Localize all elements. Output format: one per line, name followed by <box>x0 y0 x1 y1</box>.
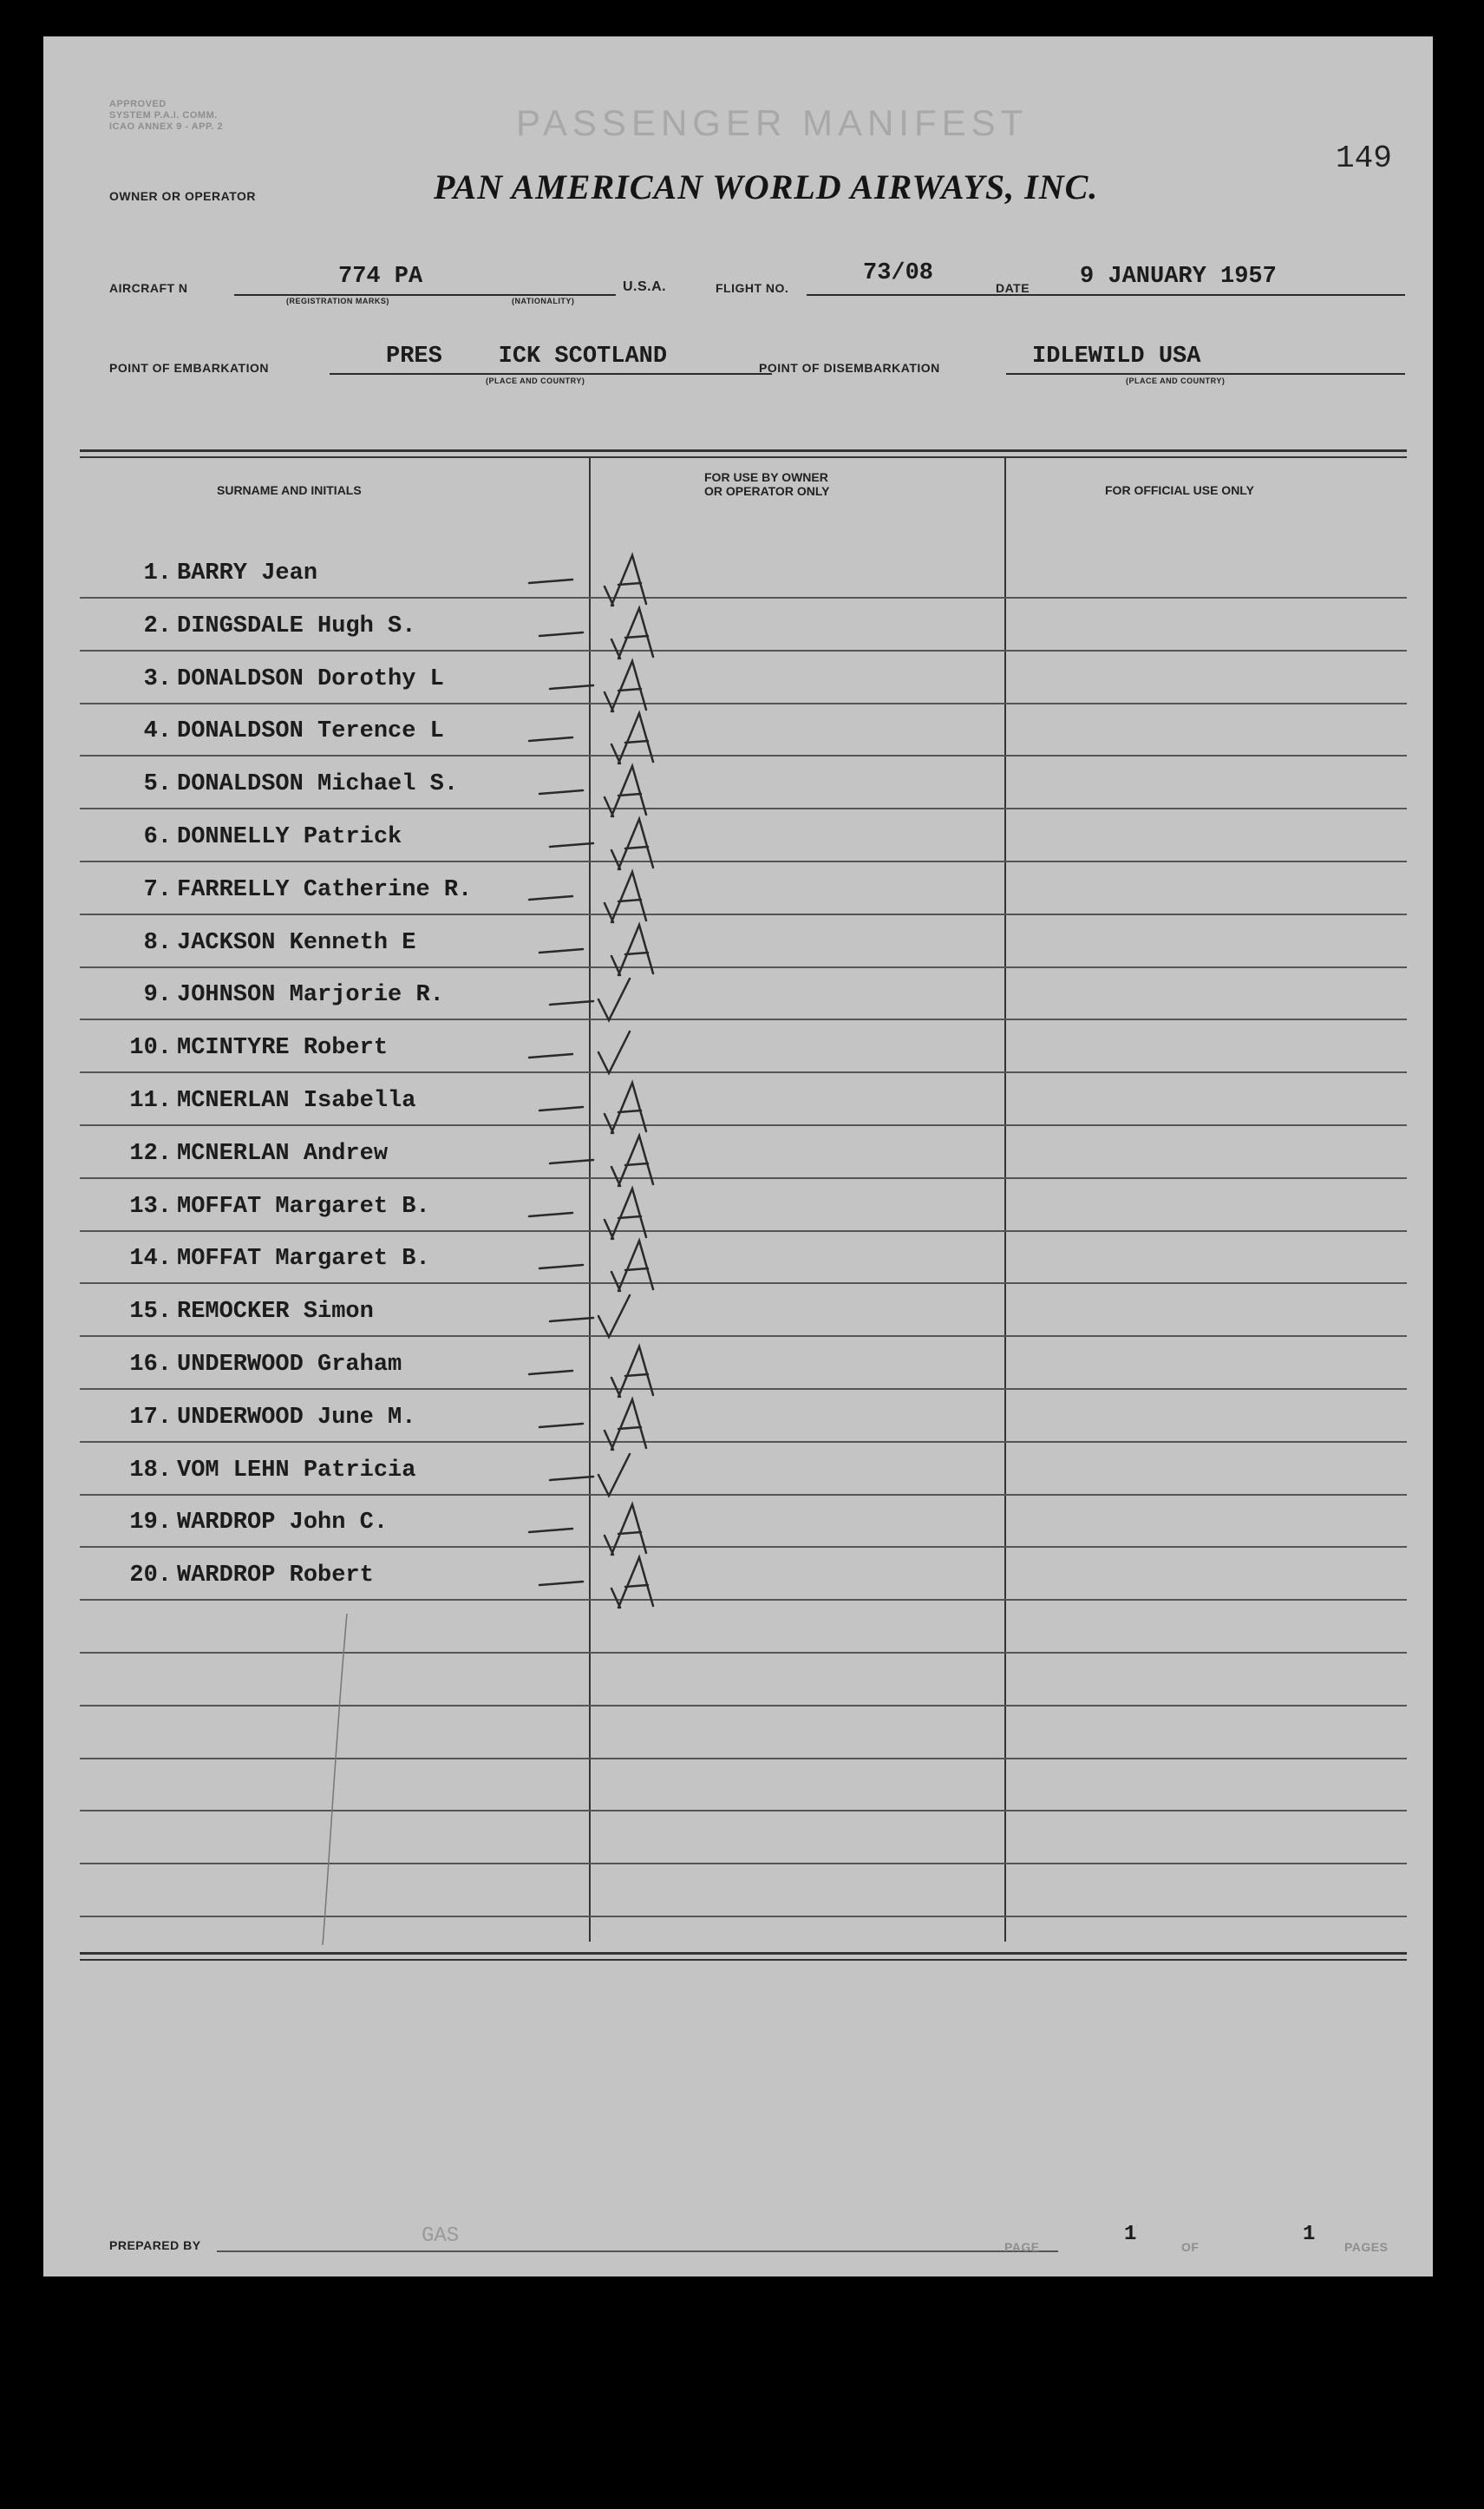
passenger-name: UNDERWOOD Graham <box>177 1352 402 1378</box>
column-header-owner-2: OR OPERATOR ONLY <box>704 484 830 498</box>
passenger-number: 2. <box>143 613 172 639</box>
column-header-owner-1: FOR USE BY OWNER <box>704 470 828 484</box>
page-number: 149 <box>1336 141 1392 176</box>
approval-line-1: APPROVED <box>109 99 167 109</box>
embarkation-label: POINT OF EMBARKATION <box>109 361 269 375</box>
owner-label: OWNER OR OPERATOR <box>109 189 256 203</box>
passenger-name: MCNERLAN Andrew <box>177 1141 389 1167</box>
passenger-number: 17. <box>129 1405 172 1431</box>
handwritten-a-mark <box>539 1083 646 1133</box>
passenger-name: MCINTYRE Robert <box>177 1035 389 1061</box>
passenger-number: 13. <box>129 1194 172 1220</box>
passenger-name: FARRELLY Catherine R. <box>177 877 473 903</box>
embarkation-place: PRES ICK SCOTLAND <box>386 344 668 370</box>
registration-caption: (REGISTRATION MARKS) <box>286 297 389 305</box>
handwritten-a-mark <box>539 608 653 658</box>
passenger-number: 10. <box>129 1035 172 1061</box>
passenger-name: MOFFAT Margaret B. <box>177 1194 430 1220</box>
handwritten-a-mark <box>539 1241 653 1291</box>
passenger-name: DONALDSON Dorothy L <box>177 666 444 692</box>
handwritten-a-mark <box>539 766 646 816</box>
flight-label: FLIGHT NO. <box>716 281 789 295</box>
aircraft-label: AIRCRAFT N <box>109 281 188 295</box>
approval-line-3: ICAO ANNEX 9 - APP. 2 <box>109 121 224 132</box>
pages-label: PAGES <box>1344 2240 1389 2254</box>
passenger-number: 1. <box>143 560 172 586</box>
passenger-number: 9. <box>143 982 172 1008</box>
handwritten-check-mark <box>550 979 630 1020</box>
passenger-name: JOHNSON Marjorie R. <box>177 982 444 1008</box>
handwritten-a-mark <box>529 1504 646 1555</box>
disembarkation-caption: (PLACE AND COUNTRY) <box>1126 377 1226 385</box>
passenger-number: 19. <box>129 1510 172 1536</box>
passenger-number: 16. <box>129 1352 172 1378</box>
passenger-name: UNDERWOOD June M. <box>177 1405 416 1431</box>
prepared-by-label: PREPARED BY <box>109 2238 201 2252</box>
passenger-name: VOM LEHN Patricia <box>177 1458 416 1484</box>
passenger-name: BARRY Jean <box>177 560 318 586</box>
passenger-number: 7. <box>143 877 172 903</box>
passenger-number: 8. <box>143 930 172 956</box>
handwritten-a-mark <box>529 1346 653 1397</box>
passenger-number: 15. <box>129 1299 172 1325</box>
table-bottom-rule-1 <box>80 1952 1407 1955</box>
passenger-name: DONALDSON Terence L <box>177 718 444 744</box>
passenger-name: DONNELLY Patrick <box>177 824 402 850</box>
passenger-name: DINGSDALE Hugh S. <box>177 613 416 639</box>
aircraft-registration: 774 PA <box>338 264 423 290</box>
passenger-name: WARDROP Robert <box>177 1562 374 1589</box>
handwritten-a-mark <box>550 819 653 869</box>
passenger-number: 11. <box>129 1088 172 1114</box>
of-label: OF <box>1181 2240 1200 2254</box>
passenger-number: 12. <box>129 1141 172 1167</box>
passenger-name: REMOCKER Simon <box>177 1299 374 1325</box>
flight-date: 9 JANUARY 1957 <box>1080 264 1277 290</box>
prepared-by-initials: GAS <box>422 2224 460 2248</box>
disembarkation-place: IDLEWILD USA <box>1032 344 1201 370</box>
form-title: PASSENGER MANIFEST <box>516 102 1029 143</box>
prepared-by-underline <box>217 2250 1058 2252</box>
date-label: DATE <box>996 281 1030 295</box>
page-label: PAGE <box>1004 2240 1040 2254</box>
handwritten-marks <box>43 36 1433 2276</box>
nationality: U.S.A. <box>623 279 667 294</box>
handwritten-a-mark <box>529 713 653 763</box>
passenger-number: 14. <box>129 1246 172 1272</box>
passenger-number: 6. <box>143 824 172 850</box>
handwritten-a-mark <box>539 1557 653 1608</box>
handwritten-check-mark <box>550 1295 630 1337</box>
handwritten-a-mark <box>529 555 646 606</box>
nationality-caption: (NATIONALITY) <box>512 297 575 305</box>
table-bottom-rule-2 <box>80 1959 1407 1961</box>
disembarkation-label: POINT OF DISEMBARKATION <box>759 361 940 375</box>
passenger-number: 3. <box>143 666 172 692</box>
embarkation-caption: (PLACE AND COUNTRY) <box>486 377 585 385</box>
handwritten-a-mark <box>539 1399 646 1450</box>
passenger-name: MCNERLAN Isabella <box>177 1088 416 1114</box>
handwritten-a-mark <box>550 1136 653 1186</box>
page-total: 1 <box>1303 2223 1316 2246</box>
handwritten-check-mark <box>550 1454 630 1496</box>
manifest-page <box>43 36 1433 2276</box>
passenger-name: MOFFAT Margaret B. <box>177 1246 430 1272</box>
passenger-number: 18. <box>129 1458 172 1484</box>
approval-line-2: SYSTEM P.A.I. COMM. <box>109 110 218 121</box>
passenger-number: 5. <box>143 771 172 797</box>
handwritten-check-mark <box>529 1032 630 1073</box>
passenger-name: DONALDSON Michael S. <box>177 771 459 797</box>
pencil-stroke <box>323 1614 347 1945</box>
passenger-name: WARDROP John C. <box>177 1510 389 1536</box>
page-current: 1 <box>1124 2223 1137 2246</box>
handwritten-a-mark <box>539 925 653 975</box>
flight-number: 73/08 <box>863 260 934 286</box>
passenger-number: 4. <box>143 718 172 744</box>
column-header-surname: SURNAME AND INITIALS <box>217 483 362 497</box>
handwritten-a-mark <box>550 661 646 711</box>
handwritten-a-mark <box>529 872 646 922</box>
passenger-name: JACKSON Kenneth E <box>177 930 416 956</box>
airline-name: PAN AMERICAN WORLD AIRWAYS, INC. <box>434 167 1099 206</box>
handwritten-a-mark <box>529 1189 646 1239</box>
column-header-official: FOR OFFICIAL USE ONLY <box>1105 483 1254 497</box>
passenger-number: 20. <box>129 1562 172 1589</box>
